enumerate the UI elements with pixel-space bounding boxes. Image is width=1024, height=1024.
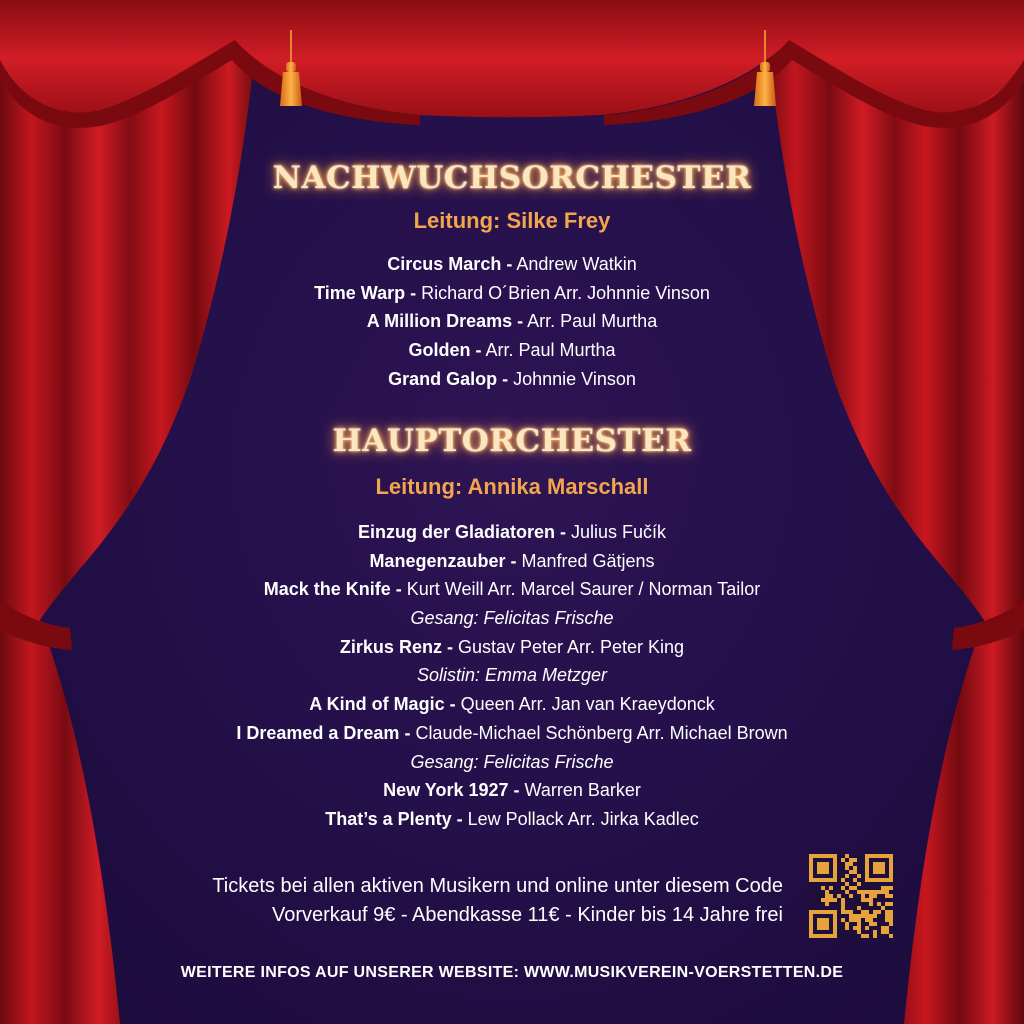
piece-title: Grand Galop -	[388, 368, 509, 389]
piece-title: That’s a Plenty -	[325, 808, 463, 829]
ticket-info-line: Tickets bei allen aktiven Musikern und online unter diesem Code	[212, 875, 783, 897]
ticket-price-line: Vorverkauf 9€ - Abendkasse 11€ - Kinder bis 14 Jahre frei	[271, 904, 783, 926]
program-item	[0, 365, 1024, 394]
piece-composer: Manfred Gätjens	[516, 550, 655, 571]
program-item	[0, 690, 1024, 719]
piece-title: I Dreamed a Dream -	[236, 722, 411, 743]
piece-composer: Kurt Weill Arr. Marcel Saurer / Norman Tailor	[401, 579, 761, 600]
program-item	[0, 307, 1024, 336]
piece-composer: Queen Arr. Jan van Kraeydonck	[455, 694, 715, 715]
piece-composer: Johnnie Vinson	[508, 368, 636, 389]
performer-note: Gesang: Felicitas Frische	[410, 608, 614, 629]
program-item	[0, 547, 1024, 576]
piece-composer: Andrew Watkin	[512, 254, 637, 274]
program-list-hauptorchester	[0, 518, 1024, 834]
piece-composer: Warren Barker	[519, 780, 641, 801]
program-item	[0, 719, 1024, 748]
piece-title: Time Warp -	[314, 282, 417, 303]
program-list-nachwuchsorchester	[0, 250, 1024, 393]
ticket-info	[212, 872, 783, 930]
piece-title: Zirkus Renz -	[339, 636, 453, 657]
performer-note: Gesang: Felicitas Frische	[410, 751, 614, 772]
piece-title: Mack the Knife -	[263, 579, 402, 600]
conductor-silke-frey: Leitung: Silke Frey	[413, 208, 611, 233]
program-item	[0, 805, 1024, 834]
piece-title: Einzug der Gladiatoren -	[357, 522, 566, 542]
piece-composer: Julius Fučík	[566, 522, 667, 542]
piece-title: A Kind of Magic -	[309, 694, 456, 715]
piece-title: Golden -	[408, 340, 482, 361]
program-item	[0, 279, 1024, 308]
qr-code-icon[interactable]	[809, 854, 893, 938]
conductor-annika-marschall: Leitung: Annika Marschall	[375, 474, 649, 499]
piece-title: Manegenzauber -	[369, 550, 517, 571]
section-title-nachwuchsorchester: NACHWUCHSORCHESTER	[272, 160, 752, 196]
program-item	[0, 250, 1024, 279]
website-footer: WEITERE INFOS AUF UNSERER WEBSITE: WWW.MUSIKVEREIN-VOERSTETTEN.DE	[180, 964, 844, 981]
performer-note: Solistin: Emma Metzger	[416, 665, 608, 686]
piece-composer: Gustav Peter Arr. Peter King	[452, 636, 685, 657]
piece-composer: Claude-Michael Schönberg Arr. Michael Brown	[410, 722, 788, 743]
program-item	[0, 575, 1024, 604]
piece-composer: Arr. Paul Murtha	[523, 311, 658, 332]
piece-title: Circus March -	[387, 254, 513, 274]
piece-composer: Richard O´Brien Arr. Johnnie Vinson	[416, 282, 710, 303]
piece-title: New York 1927 -	[383, 780, 520, 801]
piece-composer: Arr. Paul Murtha	[481, 340, 616, 361]
section-title-hauptorchester: HAUPTORCHESTER	[332, 423, 692, 459]
program-item	[0, 633, 1024, 662]
program-item	[0, 336, 1024, 365]
piece-title: A Million Dreams -	[366, 311, 524, 332]
piece-composer: Lew Pollack Arr. Jirka Kadlec	[462, 808, 699, 829]
program-item	[0, 518, 1024, 547]
program-item	[0, 776, 1024, 805]
